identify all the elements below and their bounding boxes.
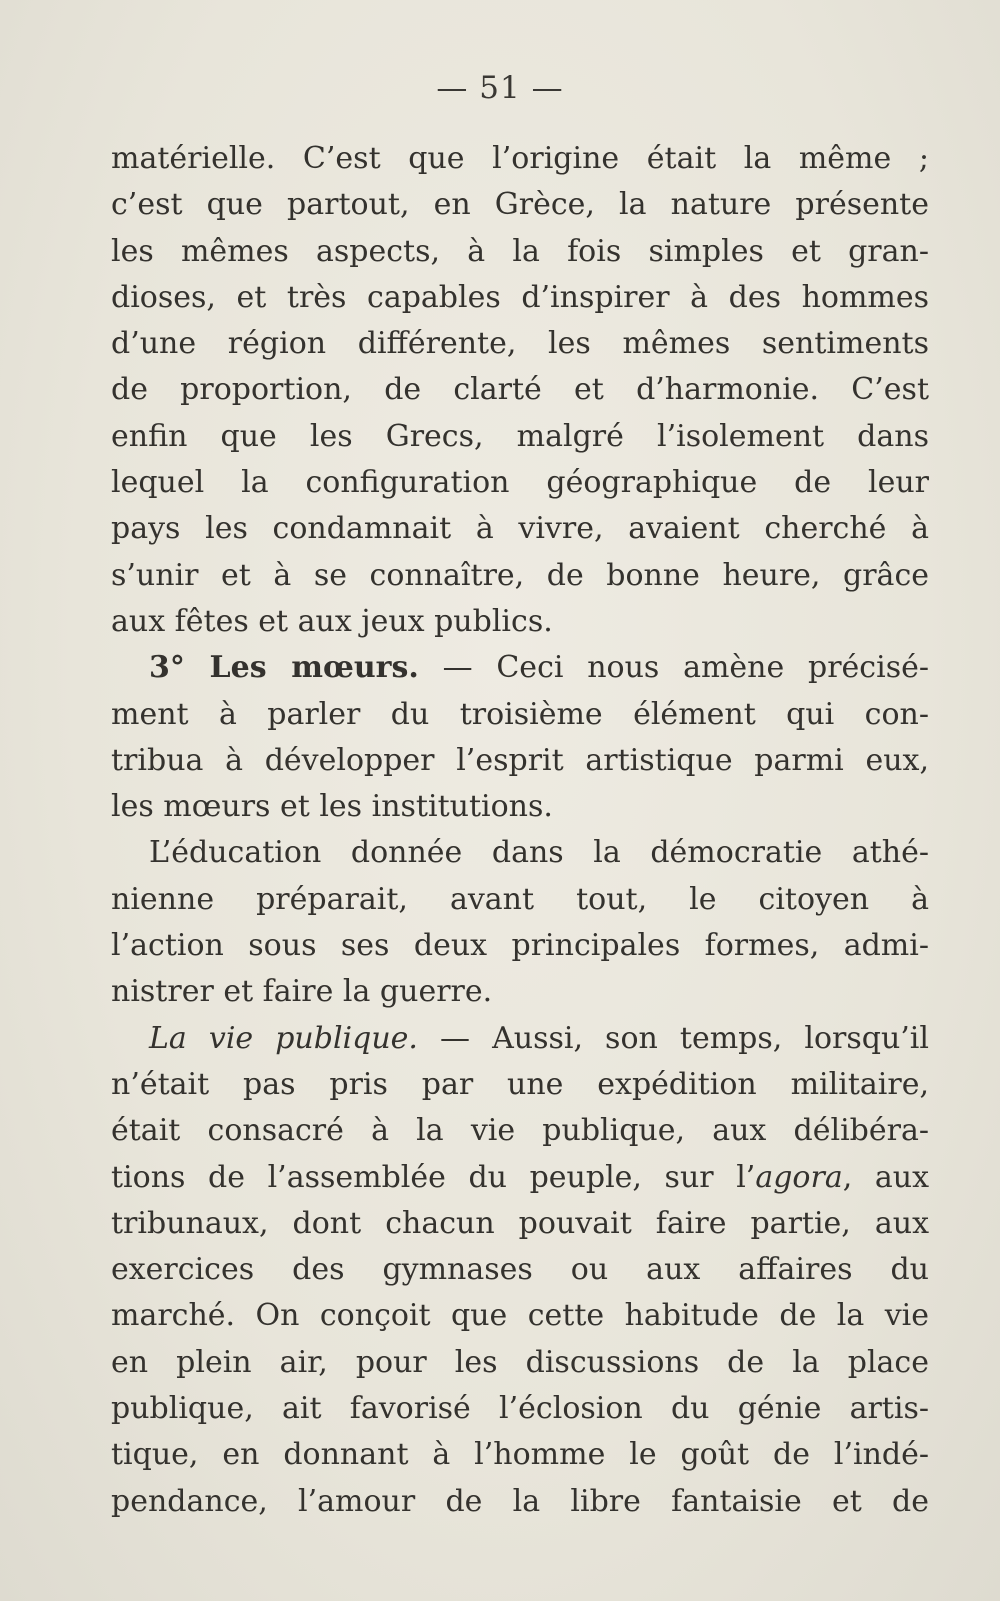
text-line: aux fêtes et aux jeux publics.: [111, 603, 553, 639]
text-line: les mœurs et les institutions.: [111, 789, 553, 825]
text-line: marché. On conçoit que cette habitude de la vie: [111, 1298, 929, 1334]
text-line: en plein air, pour les discussions de la place: [111, 1344, 929, 1380]
subsection-heading: La vie publique.: [149, 1020, 418, 1056]
text-line: s’unir et à se connaître, de bonne heure, grâce: [111, 557, 929, 593]
text-line: enfin que les Grecs, malgré l’isolement dans: [111, 418, 929, 454]
section-heading: 3° Les mœurs.: [149, 650, 419, 686]
text-line: d’une région différente, les mêmes sentiments: [111, 326, 929, 362]
text-line: était consacré à la vie publique, aux délibéra-: [111, 1113, 929, 1149]
text-line: nistrer et faire la guerre.: [111, 974, 493, 1010]
text-line: exercices des gymnases ou aux affaires du: [111, 1252, 929, 1288]
text-line: L’éducation donnée dans la démocratie athé-: [149, 835, 929, 871]
section-heading-line: 3° Les mœurs. — Ceci nous amène précisé-: [149, 650, 929, 686]
text-line: ment à parler du troisième élément qui con-: [111, 696, 929, 732]
text-line: tions de l’assemblée du peuple, sur l’agora, aux: [111, 1159, 929, 1195]
text-line: lequel la configuration géographique de leur: [111, 465, 929, 501]
page-number: — 51 —: [436, 70, 564, 106]
subsection-heading-line: La vie publique. — Aussi, son temps, lorsqu’il: [149, 1020, 929, 1056]
text-line: tribunaux, dont chacun pouvait faire partie, aux: [111, 1205, 929, 1241]
italic-term: agora: [755, 1159, 843, 1195]
text-line: c’est que partout, en Grèce, la nature présente: [111, 187, 929, 223]
text-line: matérielle. C’est que l’origine était la même ;: [111, 141, 929, 176]
text-line: nienne préparait, avant tout, le citoyen à: [111, 881, 929, 917]
text-line: pays les condamnait à vivre, avaient cherché à: [111, 511, 929, 547]
text-line: tribua à développer l’esprit artistique parmi eux,: [111, 742, 929, 778]
text-line: pendance, l’amour de la libre fantaisie et de: [111, 1483, 929, 1519]
text-line: les mêmes aspects, à la fois simples et gran-: [111, 233, 929, 269]
text-line: de proportion, de clarté et d’harmonie. C’est: [111, 372, 929, 408]
text-line: publique, ait favorisé l’éclosion du génie artis-: [111, 1391, 929, 1427]
body-text: [111, 136, 929, 1525]
text-line: dioses, et très capables d’inspirer à des hommes: [111, 279, 929, 315]
text-line: n’était pas pris par une expédition militaire,: [111, 1066, 929, 1102]
text-line: l’action sous ses deux principales formes, admi-: [111, 928, 929, 964]
text-line: tique, en donnant à l’homme le goût de l’indé-: [111, 1437, 929, 1473]
